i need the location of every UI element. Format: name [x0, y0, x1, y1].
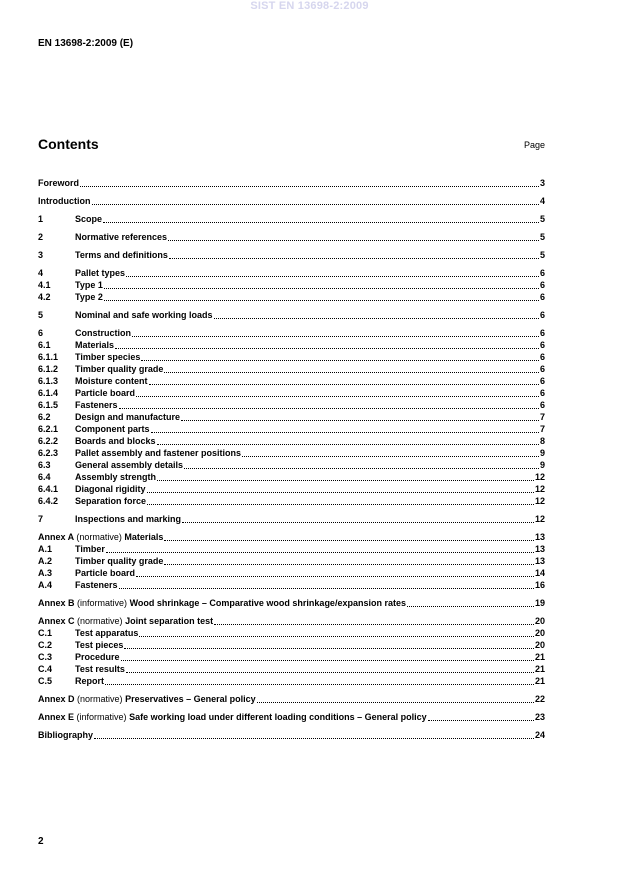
toc-entry-page: 6 — [539, 310, 545, 320]
toc-entry-page: 6 — [539, 376, 545, 386]
toc-entry-number: 4 — [38, 268, 44, 278]
toc-entry-page: 13 — [534, 556, 545, 566]
toc-entry-page: 6 — [539, 388, 545, 398]
toc-entry-number: 6.4.2 — [38, 496, 59, 506]
toc-entry-number: 6.2.2 — [38, 436, 59, 446]
toc-entry-page: 3 — [539, 178, 545, 188]
toc-entry[interactable] — [38, 249, 545, 261]
toc-entry-title: Joint separation test — [125, 616, 214, 626]
toc-dot-leader — [214, 623, 534, 625]
toc-entry[interactable] — [38, 675, 545, 687]
toc-entry-number: 2 — [38, 232, 44, 242]
toc-entry-title: Report — [75, 676, 104, 686]
toc-entry[interactable] — [38, 711, 545, 723]
toc-entry-title: Type 2 — [75, 292, 103, 302]
toc-entry[interactable] — [38, 351, 545, 363]
toc-entry-page: 21 — [534, 652, 545, 662]
toc-entry-title: Safe working load under different loading conditions – General policy — [129, 712, 427, 722]
toc-entry[interactable] — [38, 555, 545, 567]
toc-dot-leader — [94, 737, 534, 739]
toc-entry-number: 6.2.3 — [38, 448, 59, 458]
toc-entry-page: 7 — [539, 424, 545, 434]
toc-entry-number: 6 — [38, 328, 44, 338]
toc-annex-type: (informative) — [77, 598, 128, 608]
toc-entry-number: 7 — [38, 514, 44, 524]
toc-entry-number: 6.1.3 — [38, 376, 59, 386]
toc-entry[interactable] — [38, 447, 545, 459]
toc-entry[interactable] — [38, 615, 545, 627]
toc-annex-label: Annex D — [38, 694, 75, 704]
toc-entry-title: General assembly details — [75, 460, 184, 470]
toc-entry-title: Separation force — [75, 496, 147, 506]
toc-entry-number: C.4 — [38, 664, 53, 674]
toc-dot-leader — [124, 647, 534, 649]
toc-entry-title: Type 1 — [75, 280, 103, 290]
toc-entry-number: A.1 — [38, 544, 53, 554]
toc-dot-leader — [92, 203, 539, 205]
toc-entry[interactable] — [38, 663, 545, 675]
toc-entry-number: C.5 — [38, 676, 53, 686]
toc-dot-leader — [407, 605, 534, 607]
toc-entry[interactable] — [38, 567, 545, 579]
toc-dot-leader — [428, 719, 534, 721]
toc-dot-leader — [214, 317, 539, 319]
toc-entry[interactable] — [38, 483, 545, 495]
toc-entry-page: 6 — [539, 292, 545, 302]
toc-entry-number: 6.2.1 — [38, 424, 59, 434]
toc-entry[interactable] — [38, 177, 545, 189]
toc-entry-title: Timber quality grade — [75, 364, 164, 374]
toc-entry-page: 24 — [534, 730, 545, 740]
toc-entry[interactable] — [38, 309, 545, 321]
toc-entry-number: C.3 — [38, 652, 53, 662]
toc-entry-number: C.1 — [38, 628, 53, 638]
toc-annex-title — [38, 597, 406, 609]
toc-dot-leader — [147, 503, 534, 505]
table-of-contents — [38, 177, 545, 741]
toc-entry[interactable] — [38, 291, 545, 303]
toc-entry-title: Moisture content — [75, 376, 148, 386]
toc-entry-page: 8 — [539, 436, 545, 446]
toc-entry-title: Normative references — [75, 232, 168, 242]
toc-entry-title: Inspections and marking — [75, 514, 182, 524]
toc-entry-number: 6.2 — [38, 412, 51, 422]
toc-dot-leader — [168, 239, 539, 241]
toc-annex-label: Annex C — [38, 616, 75, 626]
toc-dot-leader — [182, 521, 534, 523]
toc-entry-page: 9 — [539, 460, 545, 470]
toc-entry-page: 14 — [534, 568, 545, 578]
toc-entry-title: Procedure — [75, 652, 120, 662]
toc-entry-page: 12 — [534, 484, 545, 494]
toc-entry-number: 6.4 — [38, 472, 51, 482]
toc-annex-type: (normative) — [77, 694, 123, 704]
toc-entry[interactable] — [38, 531, 545, 543]
toc-dot-leader — [106, 551, 534, 553]
toc-entry-page: 6 — [539, 364, 545, 374]
toc-entry[interactable] — [38, 543, 545, 555]
toc-entry-title: Design and manufacture — [75, 412, 181, 422]
toc-entry-page: 16 — [534, 580, 545, 590]
toc-entry-title: Test pieces — [75, 640, 124, 650]
toc-dot-leader — [169, 257, 539, 259]
toc-entry[interactable] — [38, 513, 545, 525]
toc-entry[interactable] — [38, 387, 545, 399]
toc-dot-leader — [164, 539, 534, 541]
toc-entry-title: Pallet assembly and fastener positions — [75, 448, 242, 458]
toc-entry-number: 1 — [38, 214, 44, 224]
toc-entry-title: Test apparatus — [75, 628, 139, 638]
toc-entry-title: Wood shrinkage – Comparative wood shrinkage/expansion rates — [129, 598, 406, 608]
toc-dot-leader — [242, 455, 539, 457]
toc-entry-title: Fasteners — [75, 580, 118, 590]
toc-dot-leader — [149, 383, 539, 385]
toc-entry-number: A.3 — [38, 568, 53, 578]
toc-entry-page: 12 — [534, 496, 545, 506]
toc-entry[interactable] — [38, 279, 545, 291]
toc-entry-number: A.2 — [38, 556, 53, 566]
toc-entry[interactable] — [38, 399, 545, 411]
toc-entry-title: Test results — [75, 664, 125, 674]
toc-entry-number: 6.3 — [38, 460, 51, 470]
toc-dot-leader — [126, 671, 534, 673]
toc-entry-title: Construction — [75, 328, 131, 338]
toc-dot-leader — [104, 287, 539, 289]
toc-entry-number: 3 — [38, 250, 44, 260]
toc-entry-title: Introduction — [38, 196, 91, 206]
toc-entry-title: Timber — [75, 544, 105, 554]
toc-entry[interactable] — [38, 693, 545, 705]
contents-title: Contents — [38, 136, 99, 152]
toc-entry[interactable] — [38, 627, 545, 639]
toc-entry-page: 5 — [539, 232, 545, 242]
toc-entry-number: 6.1.5 — [38, 400, 59, 410]
toc-dot-leader — [157, 479, 534, 481]
toc-entry-number: 6.4.1 — [38, 484, 59, 494]
toc-dot-leader — [136, 575, 534, 577]
toc-annex-title — [38, 531, 163, 543]
page-column-label: Page — [523, 140, 545, 150]
toc-entry-page: 12 — [534, 514, 545, 524]
toc-entry-page: 21 — [534, 676, 545, 686]
toc-annex-label: Annex E — [38, 712, 75, 722]
toc-annex-type: (normative) — [76, 532, 122, 542]
toc-entry[interactable] — [38, 327, 545, 339]
toc-entry-page: 13 — [534, 544, 545, 554]
toc-entry[interactable] — [38, 597, 545, 609]
toc-dot-leader — [115, 347, 539, 349]
toc-entry-number: 4.2 — [38, 292, 51, 302]
toc-entry[interactable] — [38, 651, 545, 663]
toc-entry-page: 4 — [539, 196, 545, 206]
toc-entry[interactable] — [38, 423, 545, 435]
toc-entry[interactable] — [38, 213, 545, 225]
page-number: 2 — [38, 836, 44, 847]
toc-entry[interactable] — [38, 459, 545, 471]
toc-entry-page: 22 — [534, 694, 545, 704]
toc-annex-type: (normative) — [77, 616, 123, 626]
toc-dot-leader — [181, 419, 539, 421]
toc-dot-leader — [103, 221, 539, 223]
toc-dot-leader — [119, 407, 539, 409]
toc-entry-page: 6 — [539, 340, 545, 350]
toc-entry[interactable] — [38, 579, 545, 591]
toc-dot-leader — [126, 275, 539, 277]
toc-entry-page: 5 — [539, 214, 545, 224]
toc-entry-page: 6 — [539, 268, 545, 278]
toc-annex-title — [38, 693, 256, 705]
toc-entry-number: 5 — [38, 310, 44, 320]
toc-entry-page: 9 — [539, 448, 545, 458]
toc-entry-number: 6.1 — [38, 340, 51, 350]
toc-entry-title: Scope — [75, 214, 103, 224]
toc-dot-leader — [104, 299, 539, 301]
toc-annex-type: (informative) — [76, 712, 127, 722]
toc-entry-title: Materials — [75, 340, 115, 350]
toc-entry-title: Pallet types — [75, 268, 126, 278]
toc-dot-leader — [164, 371, 539, 373]
toc-annex-label: Annex B — [38, 598, 75, 608]
toc-entry-title: Terms and definitions — [75, 250, 168, 260]
toc-entry-page: 6 — [539, 400, 545, 410]
toc-dot-leader — [80, 185, 539, 187]
toc-entry-page: 6 — [539, 328, 545, 338]
toc-entry[interactable] — [38, 471, 545, 483]
toc-entry-title: Nominal and safe working loads — [75, 310, 213, 320]
toc-dot-leader — [184, 467, 539, 469]
toc-entry-title: Preservatives – General policy — [125, 694, 256, 704]
toc-entry-title: Boards and blocks — [75, 436, 156, 446]
toc-entry[interactable] — [38, 339, 545, 351]
toc-entry[interactable] — [38, 411, 545, 423]
toc-entry[interactable] — [38, 195, 545, 207]
toc-dot-leader — [157, 443, 539, 445]
toc-entry[interactable] — [38, 729, 545, 741]
toc-dot-leader — [257, 701, 534, 703]
toc-entry-page: 6 — [539, 352, 545, 362]
toc-entry[interactable] — [38, 639, 545, 651]
toc-entry-title: Particle board — [75, 388, 136, 398]
toc-entry-page: 20 — [534, 640, 545, 650]
toc-annex-title — [38, 711, 427, 723]
toc-entry-number: 4.1 — [38, 280, 51, 290]
toc-annex-title — [38, 615, 213, 627]
toc-entry-title: Particle board — [75, 568, 136, 578]
toc-entry-page: 20 — [534, 628, 545, 638]
toc-entry-number: 6.1.4 — [38, 388, 59, 398]
toc-entry-title: Bibliography — [38, 730, 94, 740]
toc-entry-number: 6.1.1 — [38, 352, 59, 362]
toc-entry[interactable] — [38, 435, 545, 447]
toc-dot-leader — [164, 563, 534, 565]
toc-entry-number: 6.1.2 — [38, 364, 59, 374]
document-id: EN 13698-2:2009 (E) — [38, 38, 134, 49]
toc-entry[interactable] — [38, 267, 545, 279]
toc-entry-page: 5 — [539, 250, 545, 260]
toc-dot-leader — [141, 359, 539, 361]
toc-dot-leader — [105, 683, 534, 685]
toc-entry-page: 6 — [539, 280, 545, 290]
toc-dot-leader — [136, 395, 539, 397]
toc-annex-label: Annex A — [38, 532, 74, 542]
toc-entry-title: Fasteners — [75, 400, 118, 410]
toc-entry-page: 13 — [534, 532, 545, 542]
toc-entry-title: Assembly strength — [75, 472, 157, 482]
toc-entry-page: 12 — [534, 472, 545, 482]
toc-entry-title: Diagonal rigidity — [75, 484, 146, 494]
toc-entry-number: A.4 — [38, 580, 53, 590]
toc-dot-leader — [139, 635, 534, 637]
toc-dot-leader — [151, 431, 539, 433]
toc-entry-page: 21 — [534, 664, 545, 674]
watermark: SIST EN 13698-2:2009 — [250, 0, 369, 12]
toc-entry-title: Timber species — [75, 352, 141, 362]
toc-entry[interactable] — [38, 231, 545, 243]
toc-entry-title: Component parts — [75, 424, 150, 434]
toc-entry-page: 23 — [534, 712, 545, 722]
toc-dot-leader — [121, 659, 534, 661]
toc-entry-title: Foreword — [38, 178, 80, 188]
toc-entry[interactable] — [38, 495, 545, 507]
toc-entry[interactable] — [38, 375, 545, 387]
toc-entry-page: 19 — [534, 598, 545, 608]
toc-entry-page: 20 — [534, 616, 545, 626]
toc-entry-page: 7 — [539, 412, 545, 422]
toc-dot-leader — [132, 335, 539, 337]
toc-dot-leader — [147, 491, 534, 493]
toc-entry-title: Materials — [124, 532, 164, 542]
toc-entry-title: Timber quality grade — [75, 556, 164, 566]
toc-dot-leader — [119, 587, 534, 589]
toc-entry-number: C.2 — [38, 640, 53, 650]
toc-entry[interactable] — [38, 363, 545, 375]
